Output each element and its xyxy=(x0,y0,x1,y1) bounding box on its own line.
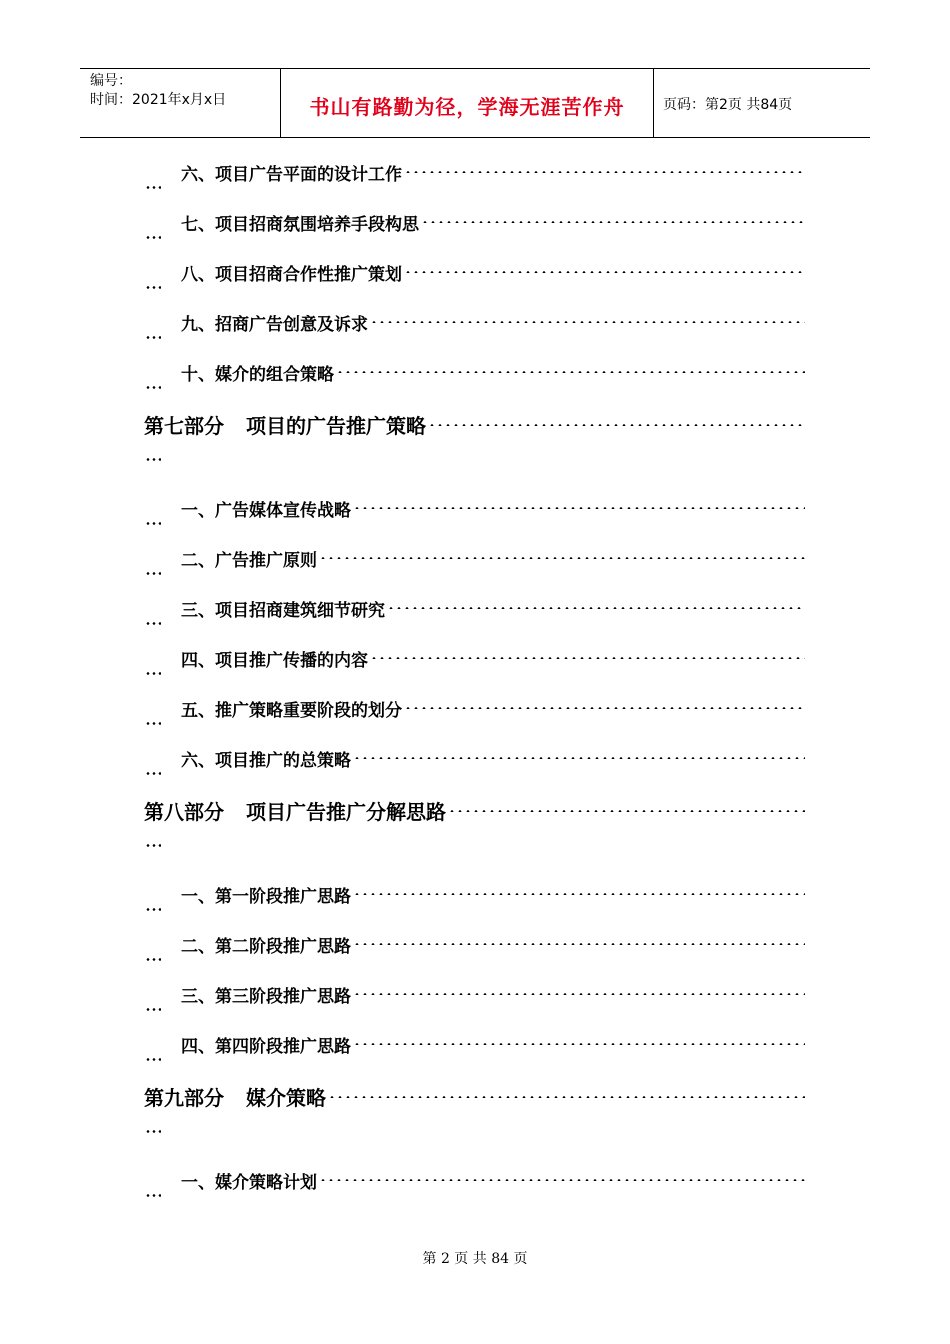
toc-title: 八、项目招商合作性推广策划 xyxy=(181,265,402,285)
toc-leader-dots xyxy=(336,371,805,373)
toc-leader-continuation xyxy=(145,722,161,725)
toc-leader-dots xyxy=(353,943,805,945)
toc-title-line xyxy=(181,746,351,771)
toc-title: 七、项目招商氛围培养手段构思 xyxy=(181,215,419,235)
toc-leader-dots xyxy=(319,557,805,559)
toc-title: 媒介策略 xyxy=(246,1086,326,1110)
toc-title: 五、推广策略重要阶段的划分 xyxy=(181,701,402,721)
toc-leader-continuation xyxy=(145,286,161,289)
toc-title: 四、项目推广传播的内容 xyxy=(181,651,368,671)
toc-title-line xyxy=(181,596,385,621)
toc-title-line xyxy=(181,696,402,721)
toc-title: 三、项目招商建筑细节研究 xyxy=(181,601,385,621)
header-page-cell xyxy=(653,69,870,137)
toc-title: 四、第四阶段推广思路 xyxy=(181,1037,351,1057)
toc-leader-continuation xyxy=(145,336,161,339)
page-info: 页码：第2页 共84页 xyxy=(663,97,793,113)
toc-part-label: 第八部分 xyxy=(144,800,224,824)
toc-title: 二、第二阶段推广思路 xyxy=(181,937,351,957)
toc-title-line xyxy=(181,496,351,521)
toc-leader-dots xyxy=(404,707,805,709)
toc-title: 六、项目广告平面的设计工作 xyxy=(181,165,402,185)
toc-title: 六、项目推广的总策略 xyxy=(181,751,351,771)
toc-title-line xyxy=(181,882,351,907)
toc-leader-dots xyxy=(328,1096,805,1098)
header-motto-cell xyxy=(280,69,654,137)
toc-title: 三、第三阶段推广思路 xyxy=(181,987,351,1007)
toc-leader-dots xyxy=(353,893,805,895)
toc-title-line xyxy=(181,646,368,671)
toc-leader-dots xyxy=(428,424,805,426)
toc-leader-continuation xyxy=(145,1130,161,1133)
toc-title-line xyxy=(144,796,446,825)
toc-leader-dots xyxy=(353,993,805,995)
page-footer: 第 2 页 共 84 页 xyxy=(422,1251,528,1267)
toc-leader-dots xyxy=(353,507,805,509)
toc-leader-continuation xyxy=(145,772,161,775)
toc-title: 一、广告媒体宣传战略 xyxy=(181,501,351,521)
toc-leader-continuation xyxy=(145,1194,161,1197)
toc-leader-dots xyxy=(404,171,805,173)
toc-leader-continuation xyxy=(145,958,161,961)
toc-leader-dots xyxy=(353,757,805,759)
toc-title-line xyxy=(144,410,426,439)
toc-leader-dots xyxy=(421,221,805,223)
toc-title: 一、第一阶段推广思路 xyxy=(181,887,351,907)
toc-title-line xyxy=(144,1082,326,1111)
toc-leader-continuation xyxy=(145,522,161,525)
toc-leader-dots xyxy=(404,271,805,273)
toc-title-line xyxy=(181,1168,317,1193)
toc-leader-dots xyxy=(319,1179,805,1181)
header-meta xyxy=(80,69,280,137)
toc-title-line xyxy=(181,982,351,1007)
serial-number-label: 编号： xyxy=(90,73,132,89)
toc-title: 项目广告推广分解思路 xyxy=(246,800,446,824)
toc-title-line xyxy=(181,260,402,285)
toc-title-line xyxy=(181,1032,351,1057)
toc-leader-continuation xyxy=(145,186,161,189)
toc-leader-continuation xyxy=(145,622,161,625)
toc-title: 一、媒介策略计划 xyxy=(181,1173,317,1193)
toc-title: 项目的广告推广策略 xyxy=(246,414,426,438)
toc-title: 十、媒介的组合策略 xyxy=(181,365,334,385)
toc-leader-continuation xyxy=(145,672,161,675)
toc-leader-dots xyxy=(448,810,805,812)
toc-title-line xyxy=(181,546,317,571)
toc-title: 二、广告推广原则 xyxy=(181,551,317,571)
toc-leader-continuation xyxy=(145,1008,161,1011)
date-label: 时间：2021年x月x日 xyxy=(90,92,227,108)
toc-part-label: 第七部分 xyxy=(144,414,224,438)
toc-title-line xyxy=(181,310,368,335)
toc-leader-continuation xyxy=(145,572,161,575)
page-header xyxy=(80,68,870,138)
toc-leader-continuation xyxy=(145,458,161,461)
toc-leader-continuation xyxy=(145,844,161,847)
toc-title-line xyxy=(181,360,334,385)
toc-leader-dots xyxy=(387,607,805,609)
toc-title-line xyxy=(181,160,402,185)
toc-leader-dots xyxy=(353,1043,805,1045)
toc-title: 九、招商广告创意及诉求 xyxy=(181,315,368,335)
toc-leader-continuation xyxy=(145,908,161,911)
toc-leader-dots xyxy=(370,657,805,659)
toc-title-line xyxy=(181,210,419,235)
toc-leader-continuation xyxy=(145,236,161,239)
toc-leader-continuation xyxy=(145,386,161,389)
toc-leader-continuation xyxy=(145,1058,161,1061)
toc-title-line xyxy=(181,932,351,957)
motto-text: 书山有路勤为径，学海无涯苦作舟 xyxy=(309,95,625,119)
toc-leader-dots xyxy=(370,321,805,323)
toc-part-label: 第九部分 xyxy=(144,1086,224,1110)
